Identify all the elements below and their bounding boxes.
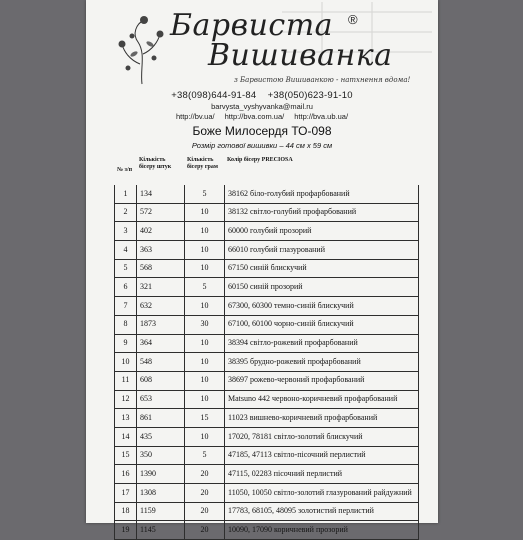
- bead-table: [114, 155, 419, 540]
- bead-count: 1390: [137, 465, 185, 484]
- brand-name-line2: Вишиванка: [208, 38, 393, 73]
- row-number: 10: [115, 353, 137, 372]
- row-number: 18: [115, 502, 137, 521]
- brand-logo: [116, 8, 416, 90]
- row-number: 15: [115, 446, 137, 465]
- bead-count: 1145: [137, 521, 185, 540]
- bead-count: 548: [137, 353, 185, 372]
- table-row: [115, 484, 419, 503]
- table-row: [115, 446, 419, 465]
- document-subtitle: Розмір готової вишивки – 44 см х 59 см: [191, 141, 333, 150]
- table-row: [115, 502, 419, 521]
- website-link-3[interactable]: http://bva.ub.ua/: [294, 112, 349, 121]
- bead-weight: 20: [185, 502, 225, 521]
- bead-count: 861: [137, 409, 185, 428]
- bead-count: 363: [137, 241, 185, 260]
- table-body: [115, 185, 419, 540]
- bead-weight: 5: [185, 185, 225, 204]
- table-row: [115, 315, 419, 334]
- website-links: [86, 112, 438, 121]
- bead-weight: 20: [185, 465, 225, 484]
- row-number: 17: [115, 484, 137, 503]
- bead-count: 632: [137, 297, 185, 316]
- row-number: 1: [115, 185, 137, 204]
- bead-color: 38697 рожево-червоний профарбований: [225, 371, 419, 390]
- row-number: 11: [115, 371, 137, 390]
- registered-mark: ®: [348, 12, 358, 27]
- bead-color: 67300, 60300 темно-синій блискучий: [225, 297, 419, 316]
- row-number: 6: [115, 278, 137, 297]
- table-row: [115, 353, 419, 372]
- row-number: 8: [115, 315, 137, 334]
- bead-count: 568: [137, 259, 185, 278]
- table-row: [115, 409, 419, 428]
- header-count: Кількість бісеру штук: [139, 157, 172, 170]
- bead-weight: 10: [185, 427, 225, 446]
- bead-weight: 20: [185, 521, 225, 540]
- bead-color: Matsuno 442 червоно-коричневий профарбований: [225, 390, 419, 409]
- table-row: [115, 334, 419, 353]
- bead-count: 1873: [137, 315, 185, 334]
- row-number: 19: [115, 521, 137, 540]
- table-row: [115, 259, 419, 278]
- bead-count: 402: [137, 222, 185, 241]
- row-number: 12: [115, 390, 137, 409]
- table-row: [115, 278, 419, 297]
- bead-color: 66010 голубий глазурований: [225, 241, 419, 260]
- table-row: [115, 185, 419, 204]
- bead-count: 321: [137, 278, 185, 297]
- bead-weight: 30: [185, 315, 225, 334]
- bead-count: 350: [137, 446, 185, 465]
- bead-color: 11050, 10050 світло-золотий глазурований райдужний: [225, 484, 419, 503]
- bead-weight: 10: [185, 222, 225, 241]
- row-number: 9: [115, 334, 137, 353]
- row-number: 16: [115, 465, 137, 484]
- bead-color: 47115, 02283 пісочний перлистий: [225, 465, 419, 484]
- table-row: [115, 222, 419, 241]
- email-address[interactable]: barvysta_vyshyvanka@mail.ru: [211, 102, 313, 111]
- table-header-row: [115, 156, 419, 185]
- bead-color: 67100, 60100 чорно-синій блискучий: [225, 315, 419, 334]
- header-num: № з/п: [117, 166, 133, 173]
- brand-slogan: з Барвистою Вишиванкою - натхнення вдома!: [234, 76, 411, 84]
- bead-count: 134: [137, 185, 185, 204]
- bead-color: 60000 голубий прозорий: [225, 222, 419, 241]
- bead-count: 572: [137, 203, 185, 222]
- bead-weight: 20: [185, 484, 225, 503]
- bead-weight: 10: [185, 241, 225, 260]
- table-row: [115, 371, 419, 390]
- bead-weight: 10: [185, 334, 225, 353]
- phone-2: +38(050)623-91-10: [267, 90, 353, 101]
- bead-weight: 10: [185, 371, 225, 390]
- row-number: 4: [115, 241, 137, 260]
- row-number: 14: [115, 427, 137, 446]
- row-number: 3: [115, 222, 137, 241]
- table-row: [115, 427, 419, 446]
- bead-color: 47185, 47113 світло-пісочний перлистий: [225, 446, 419, 465]
- row-number: 13: [115, 409, 137, 428]
- phone-numbers: [86, 90, 438, 101]
- bead-count: 1308: [137, 484, 185, 503]
- bead-weight: 5: [185, 278, 225, 297]
- header-color: Колір бісеру PRECIOSA: [227, 157, 293, 163]
- contacts-block: [86, 90, 438, 121]
- bead-count: 1159: [137, 502, 185, 521]
- table-row: [115, 297, 419, 316]
- bead-weight: 10: [185, 203, 225, 222]
- bead-weight: 10: [185, 297, 225, 316]
- bead-count: 653: [137, 390, 185, 409]
- bead-color: 60150 синій прозорий: [225, 278, 419, 297]
- document-page: [86, 0, 438, 534]
- phone-1: +38(098)644-91-84: [171, 90, 257, 101]
- bead-color: 17020, 78181 світло-золотий блискучий: [225, 427, 419, 446]
- website-link-1[interactable]: http://bv.ua/: [175, 112, 215, 121]
- row-number: 5: [115, 259, 137, 278]
- bead-weight: 5: [185, 446, 225, 465]
- row-number: 2: [115, 203, 137, 222]
- bead-weight: 10: [185, 259, 225, 278]
- table-row: [115, 203, 419, 222]
- bead-weight: 10: [185, 390, 225, 409]
- bead-count: 364: [137, 334, 185, 353]
- bead-color: 67150 синій блискучий: [225, 259, 419, 278]
- table-row: [115, 521, 419, 540]
- bead-color: 10090, 17090 коричневий прозорий: [225, 521, 419, 540]
- bead-count: 608: [137, 371, 185, 390]
- bead-weight: 10: [185, 353, 225, 372]
- bead-color: 38395 брудно-рожевий профарбований: [225, 353, 419, 372]
- bead-color: 11023 вишнево-коричневий профарбований: [225, 409, 419, 428]
- bead-color: 38162 біло-голубий профарбований: [225, 185, 419, 204]
- bead-count: 435: [137, 427, 185, 446]
- bead-color: 38132 світло-голубий профарбований: [225, 203, 419, 222]
- bead-weight: 15: [185, 409, 225, 428]
- flower-ornament-icon: [116, 14, 168, 86]
- bead-color: 17783, 68105, 48095 золотистий перлистий: [225, 502, 419, 521]
- document-title: Боже Милосердя ТО-098: [192, 124, 332, 138]
- table-row: [115, 390, 419, 409]
- table-row: [115, 465, 419, 484]
- brand-name-line1: Барвиста: [170, 8, 334, 43]
- row-number: 7: [115, 297, 137, 316]
- bead-color: 38394 світло-рожевий профарбований: [225, 334, 419, 353]
- website-link-2[interactable]: http://bva.com.ua/: [224, 112, 285, 121]
- header-weight: Кількість бісеру грам: [187, 157, 218, 170]
- table-row: [115, 241, 419, 260]
